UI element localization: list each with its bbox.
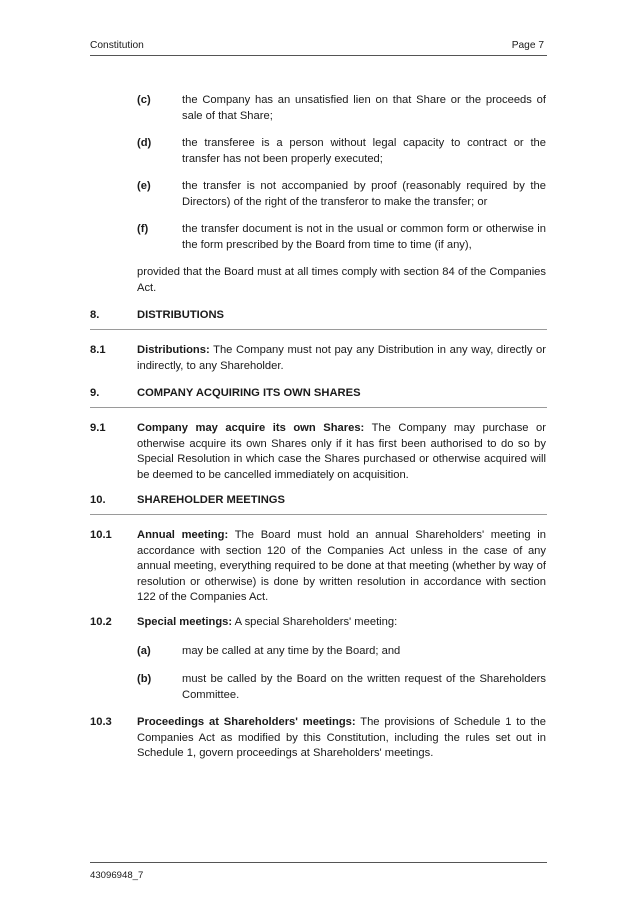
clause-body: The provisions of Schedule 1 to the Companies Act as modified by this Constitution, including the rules set out in Schedule 1, govern proceedings at Shareholders' meetings.	[137, 716, 546, 760]
list-item-text: must be called by the Board on the written request of the Shareholders Committee.	[182, 673, 546, 701]
clause-heading: Company may acquire its own Shares:	[137, 422, 365, 434]
section-number: 10.	[90, 494, 106, 506]
proviso-paragraph: provided that the Board must at all times comply with section 84 of the Companies Act.	[137, 266, 546, 294]
list-item-label: (c)	[137, 94, 151, 106]
clause-body: The Board must hold an annual Shareholders' meeting in accordance with section 120 of the Companies Act unless in the case of any annual meeting, everything required to be done at that meeting (whether by way of resolution or otherwise) is done by written resolution in accordance with section 122 of the Companies Act.	[137, 529, 547, 604]
section-number: 8.	[90, 309, 100, 321]
clause-number: 10.1	[90, 529, 112, 541]
document-id: 43096948_7	[90, 870, 144, 881]
list-item-text: the transfer document is not in the usual or common form or otherwise in the form prescribed by the Board from time to time (if any),	[182, 223, 546, 251]
clause-text	[137, 343, 546, 374]
clause-text	[137, 421, 546, 483]
clause-number: 10.3	[90, 716, 112, 728]
list-item-text: the transfer is not accompanied by proof (reasonably required by the Directors) of the right of the transferor to make the transfer; or	[182, 180, 546, 208]
section-divider	[90, 407, 547, 408]
clause-heading: Distributions:	[137, 344, 210, 356]
list-item-label: (e)	[137, 180, 151, 192]
list-item-label: (d)	[137, 137, 152, 149]
clause-number: 8.1	[90, 344, 106, 356]
clause-body: A special Shareholders' meeting:	[232, 616, 398, 628]
clause-text	[137, 715, 546, 762]
section-divider	[90, 329, 547, 330]
list-item-label: (b)	[137, 673, 152, 685]
list-item-text: the transferee is a person without legal capacity to contract or the transfer has not been properly executed;	[182, 137, 546, 165]
section-heading: COMPANY ACQUIRING ITS OWN SHARES	[137, 387, 361, 399]
page-number: Page 7	[511, 40, 544, 51]
clause-text	[137, 615, 546, 631]
clause-heading: Annual meeting:	[137, 529, 229, 541]
section-divider	[90, 514, 547, 515]
list-item-text: may be called at any time by the Board; and	[182, 645, 401, 657]
header-title: Constitution	[90, 40, 144, 51]
clause-body: The Company may purchase or otherwise acquire its own Shares only if it has first been authorised to do so by Special Resolution in which case the Shares purchased or otherwise acquired will be deemed to be cancelled immediately on acquisition.	[137, 422, 546, 481]
section-heading: DISTRIBUTIONS	[137, 309, 225, 321]
clause-text	[137, 528, 546, 606]
section-number: 9.	[90, 387, 100, 399]
clause-body: The Company must not pay any Distribution in any way, directly or indirectly, to any Shareholder.	[137, 344, 546, 372]
clause-number: 10.2	[90, 616, 112, 628]
header-divider	[90, 55, 547, 56]
clause-number: 9.1	[90, 422, 106, 434]
footer-divider	[90, 862, 547, 863]
clause-heading: Special meetings:	[137, 616, 233, 628]
section-heading: SHAREHOLDER MEETINGS	[137, 494, 285, 506]
list-item-label: (a)	[137, 645, 151, 657]
list-item-label: (f)	[137, 223, 149, 235]
list-item-text: the Company has an unsatisfied lien on that Share or the proceeds of sale of that Share;	[182, 94, 546, 122]
clause-heading: Proceedings at Shareholders' meetings:	[137, 716, 356, 728]
